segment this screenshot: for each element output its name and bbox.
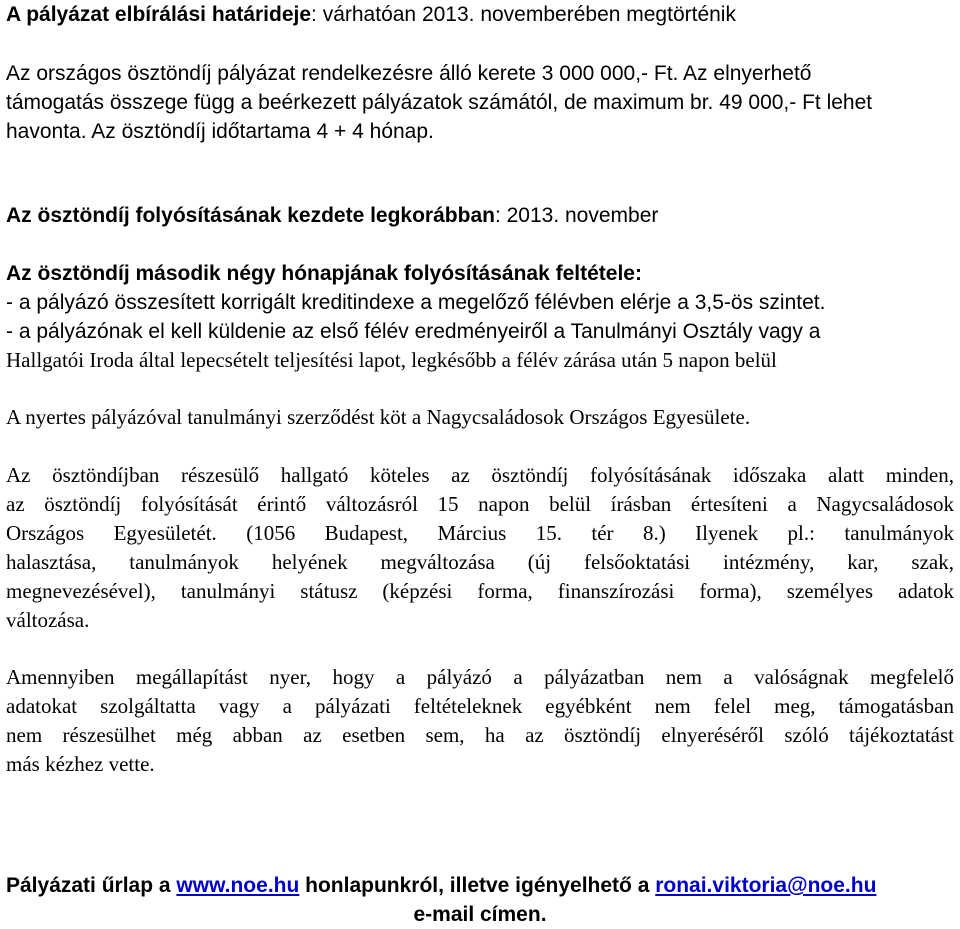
false-data-line: más kézhez vette.	[6, 752, 155, 776]
condition-item: - a pályázónak el kell küldenie az első félév eredményeiről a Tanulmányi Osztály vagy a	[6, 320, 821, 343]
deadline-label: A pályázat elbírálási határideje	[6, 3, 312, 26]
obligation-line: megnevezésével), tanulmányi státusz (képzési forma, finanszírozási forma), személyes adatok	[6, 579, 954, 603]
false-data-line: adatokat szolgáltatta vagy a pályázati feltételeknek egyébként nem felel meg, támogatásban	[6, 694, 954, 718]
funding-line: havonta. Az ösztöndíj időtartama 4 + 4 hónap.	[6, 120, 434, 143]
condition-item: - a pályázó összesített korrigált kreditindexe a megelőző félévben elérje a 3,5-ös szintet.	[6, 291, 826, 314]
footer-middle: honlapunkról, illetve igényelhető a	[299, 874, 656, 897]
false-data-paragraph	[6, 663, 954, 779]
conditions-heading: Az ösztöndíj második négy hónapjának folyósításának feltétele:	[6, 262, 642, 285]
deadline-line	[6, 0, 954, 29]
funding-paragraph	[6, 59, 954, 146]
false-data-line: nem részesülhet még abban az esetben sem, ha az ösztöndíj elnyeréséről szóló tájékoztatást	[6, 723, 954, 747]
footer-prefix: Pályázati űrlap a	[6, 874, 177, 897]
contract-paragraph: A nyertes pályázóval tanulmányi szerződést köt a Nagycsaládosok Országos Egyesülete.	[6, 405, 751, 429]
false-data-line: Amennyiben megállapítást nyer, hogy a pályázó a pályázatban nem a valóságnak megfelelő	[6, 665, 954, 689]
obligation-line: Az ösztöndíjban részesülő hallgató köteles az ösztöndíj folyósításának időszaka alatt minden,	[6, 463, 954, 487]
funding-line: támogatás összege függ a beérkezett pályázatok számától, de maximum br. 49 000,- Ft lehet	[6, 91, 873, 114]
footer-line	[6, 871, 954, 900]
start-line	[6, 201, 954, 230]
obligation-paragraph	[6, 461, 954, 635]
funding-line: Az országos ösztöndíj pályázat rendelkezésre álló kerete 3 000 000,- Ft. Az elnyerhető	[6, 62, 812, 85]
email-link[interactable]: ronai.viktoria@noe.hu	[655, 874, 877, 897]
start-value: : 2013. november	[494, 204, 659, 227]
condition-item: Hallgatói Iroda által lepecsételt teljesítési lapot, legkésőbb a félév zárása után 5 napon belül	[6, 348, 777, 372]
obligation-line: változása.	[6, 608, 90, 632]
obligation-line: az ösztöndíj folyósítását érintő változásról 15 napon belül írásban értesíteni a Nagycsaládosok	[6, 492, 954, 516]
obligation-line: Országos Egyesületét. (1056 Budapest, Március 15. tér 8.) Ilyenek pl.: tanulmányok	[6, 521, 954, 545]
website-link[interactable]: www.noe.hu	[176, 874, 300, 897]
conditions-section	[6, 259, 954, 375]
deadline-value: : várhatóan 2013. novemberében megtörténik	[311, 3, 736, 26]
obligation-line: halasztása, tanulmányok helyének megváltozása (új felsőoktatási intézmény, kar, szak,	[6, 550, 954, 574]
footer-suffix: e-mail címen.	[413, 903, 547, 926]
start-label: Az ösztöndíj folyósításának kezdete legkorábban	[6, 204, 495, 227]
footer	[6, 871, 954, 929]
